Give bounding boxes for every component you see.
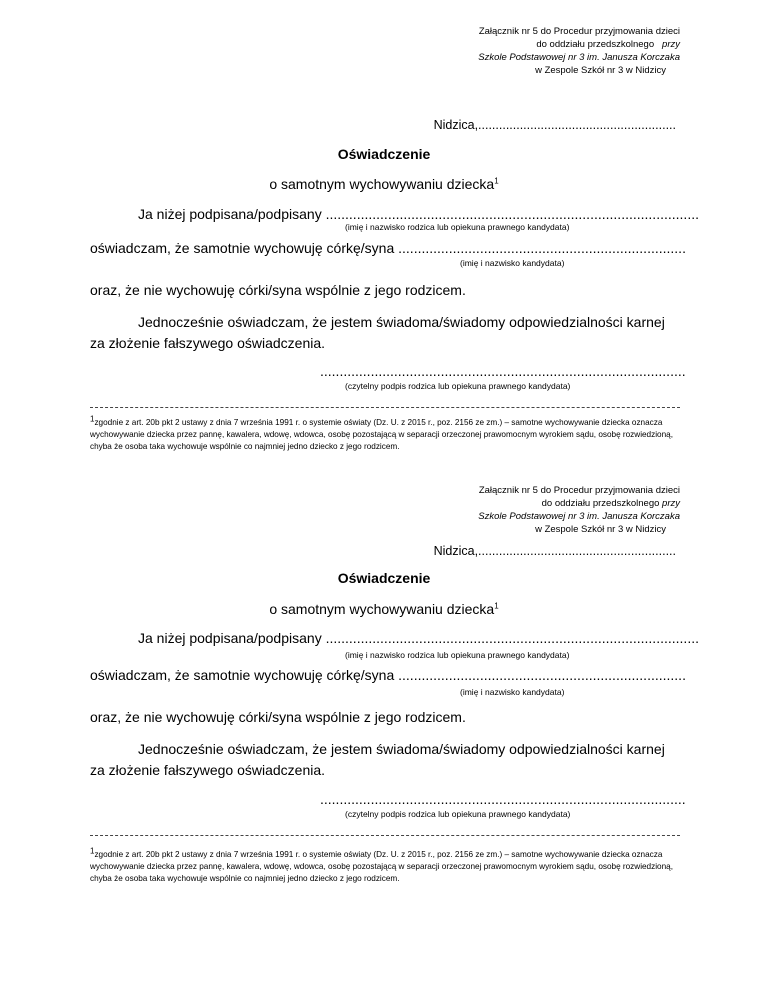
responsibility-statement-cont: za złożenie fałszywego oświadczenia. bbox=[90, 335, 326, 351]
signature-caption: (czytelny podpis rodzica lub opiekuna prawnego kandydata) bbox=[345, 809, 571, 819]
place-date-line: Nidzica,......................................................... bbox=[433, 118, 676, 132]
parent-name-caption: (imię i nazwisko rodzica lub opiekuna prawnego kandydata) bbox=[345, 650, 570, 660]
footnote-divider bbox=[90, 835, 680, 836]
signature-line: .............................................................................................. bbox=[320, 363, 686, 379]
footnote: $^1$zgodnie z art. 20b pkt 2 ustawy z dnia 7 września 1991 r. o systemie oświaty (Dz. U. z 2015 r., poz. 2156 ze zm.) – samotne wychowywanie dziecka oznacza wychowywanie dziecka przez pannę, kawalera, wdowę, wdowca, osobę pozostającą w separacji orzeczonej prawomocnym wyrokiem sądu, osobę rozwiedzioną, chyba że osoba taka wychowuje wspólnie co najmniej jedno dziecko z jego rodzicem. bbox=[90, 846, 673, 883]
joint-upbringing-statement: oraz, że nie wychowuję córki/syna wspólnie z jego rodzicem. bbox=[90, 282, 466, 298]
parent-name-line: Ja niżej podpisana/podpisany ................................................................................................ bbox=[138, 630, 699, 646]
document-subtitle: o samotnym wychowywaniu dziecka$^1$ bbox=[269, 176, 499, 192]
child-name-line: oświadczam, że samotnie wychowuję córkę/syna .......................................................................... bbox=[90, 667, 686, 683]
attachment-header: Załącznik nr 5 do Procedur przyjmowania dzieci do oddziału przedszkolnego przy Szkole Podstawowej nr 3 im. Janusza Korczaka w Zespole Szkół nr 3 w Nidzicy bbox=[478, 26, 680, 76]
parent-name-caption: (imię i nazwisko rodzica lub opiekuna prawnego kandydata) bbox=[345, 222, 570, 232]
footnote-divider bbox=[90, 407, 680, 408]
responsibility-statement-cont: za złożenie fałszywego oświadczenia. bbox=[90, 762, 326, 778]
statement-copy-1 bbox=[0, 0, 768, 470]
responsibility-statement: Jednocześnie oświadczam, że jestem świadoma/świadomy odpowiedzialności karnej bbox=[138, 314, 665, 330]
signature-caption: (czytelny podpis rodzica lub opiekuna prawnego kandydata) bbox=[345, 381, 571, 391]
place-date-line: Nidzica,......................................................... bbox=[433, 544, 676, 558]
child-name-caption: (imię i nazwisko kandydata) bbox=[460, 258, 565, 268]
attachment-header: Załącznik nr 5 do Procedur przyjmowania dzieci do oddziału przedszkolnego przy Szkole Podstawowej nr 3 im. Janusza Korczaka w Zespole Szkół nr 3 w Nidzicy bbox=[478, 485, 680, 535]
responsibility-statement: Jednocześnie oświadczam, że jestem świadoma/świadomy odpowiedzialności karnej bbox=[138, 741, 665, 757]
child-name-line: oświadczam, że samotnie wychowuję córkę/syna .......................................................................... bbox=[90, 240, 686, 256]
footnote-mark: 1 bbox=[494, 176, 499, 186]
footnote: $^1$zgodnie z art. 20b pkt 2 ustawy z dnia 7 września 1991 r. o systemie oświaty (Dz. U. z 2015 r., poz. 2156 ze zm.) – samotne wychowywanie dziecka oznacza wychowywanie dziecka przez pannę, kawalera, wdowę, wdowca, osobę pozostającą w separacji orzeczonej prawomocnym wyrokiem sądu, osobę rozwiedzioną, chyba że osoba taka wychowuje wspólnie co najmniej jedno dziecko z jego rodzicem. bbox=[90, 414, 673, 451]
document-title: Oświadczenie bbox=[337, 570, 431, 586]
document-subtitle: o samotnym wychowywaniu dziecka$^1$ bbox=[269, 601, 499, 617]
statement-copy-2 bbox=[0, 468, 768, 938]
footnote-mark: 1 bbox=[494, 601, 499, 611]
parent-name-line: Ja niżej podpisana/podpisany ................................................................................................ bbox=[138, 206, 699, 222]
document-title: Oświadczenie bbox=[337, 146, 431, 162]
joint-upbringing-statement: oraz, że nie wychowuję córki/syna wspólnie z jego rodzicem. bbox=[90, 709, 466, 725]
signature-line: .............................................................................................. bbox=[320, 791, 686, 807]
child-name-caption: (imię i nazwisko kandydata) bbox=[460, 687, 565, 697]
